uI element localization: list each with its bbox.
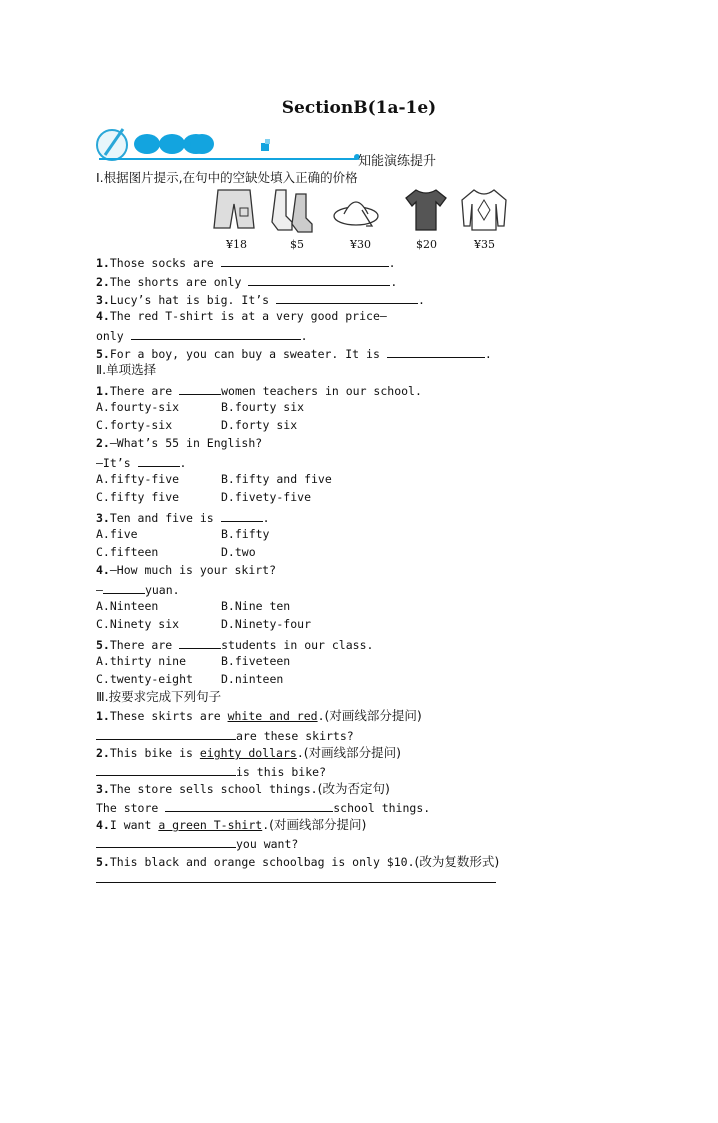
hat-icon [332, 188, 380, 236]
option-b[interactable]: B.fifty [221, 527, 270, 541]
question-2-2-reply: —It’s . [96, 456, 187, 470]
question-3-3: 3.The store sells school things.(改为否定句) [96, 781, 390, 796]
options-row [96, 599, 290, 614]
option-b[interactable]: B.Nine ten [221, 599, 291, 613]
question-3-1: 1.These skirts are white and red.(对画线部分提问) [96, 708, 422, 723]
question-2-4: 4.—How much is your skirt? [96, 563, 277, 577]
answer-blank[interactable] [387, 345, 485, 358]
question-2-4-reply: — yuan. [96, 583, 180, 597]
question-2-3: 3.Ten and five is . [96, 511, 270, 525]
options-row [96, 545, 256, 560]
question-1-4: 4.The red T-shirt is at a very good price— [96, 309, 387, 323]
answer-blank[interactable] [179, 382, 221, 395]
option-d[interactable]: D.fivety-five [221, 490, 312, 504]
price-label: ¥35 [474, 238, 495, 251]
question-3-4: 4.I want a green T-shirt.(对画线部分提问) [96, 817, 367, 832]
question-1-3: 3.Lucy’s hat is big. It’s . [96, 293, 425, 307]
part2-heading: Ⅱ.单项选择 [96, 362, 157, 377]
banner-text: 知能演练提升 [358, 154, 437, 169]
option-d[interactable]: D.forty six [221, 418, 298, 432]
question-1-5: 5.For a boy, you can buy a sweater. It is . [96, 347, 492, 361]
option-c[interactable]: C.twenty-eight [96, 672, 193, 686]
question-1-1: 1.Those socks are . [96, 256, 396, 270]
socks-icon [268, 186, 316, 234]
option-a[interactable]: A.fifty-five [96, 472, 180, 486]
answer-blank[interactable] [221, 509, 263, 522]
options-row [96, 418, 297, 433]
option-b[interactable]: B.fiveteen [221, 654, 291, 668]
price-label: $20 [416, 238, 437, 251]
option-c[interactable]: C.fifteen [96, 545, 159, 559]
answer-blank[interactable] [276, 291, 418, 304]
options-row [96, 490, 311, 505]
answer-blank[interactable] [165, 799, 333, 812]
options-row [96, 400, 304, 415]
question-3-5: 5.This black and orange schoolbag is only $10.(改为复数形式) [96, 854, 500, 869]
price-label: ¥18 [226, 238, 247, 251]
answer-blank[interactable] [221, 254, 389, 267]
option-b[interactable]: B.fourty six [221, 400, 305, 414]
answer-3-1: are these skirts? [96, 727, 354, 744]
option-d[interactable]: D.Ninety-four [221, 617, 312, 631]
options-row [96, 617, 311, 632]
answer-blank[interactable] [96, 763, 236, 776]
question-2-2: 2.—What’s 55 in English? [96, 436, 263, 450]
price-label: $5 [290, 238, 304, 251]
question-1-2: 2.The shorts are only . [96, 275, 398, 289]
answer-3-2: is this bike? [96, 763, 326, 780]
answer-blank[interactable] [96, 870, 496, 883]
answer-3-4: you want? [96, 835, 298, 852]
sweater-icon [460, 186, 508, 234]
answer-blank[interactable] [131, 327, 301, 340]
answer-blank[interactable] [248, 273, 390, 286]
page-title: SectionB(1a-1e) [281, 98, 437, 118]
option-a[interactable]: A.thirty nine [96, 654, 187, 668]
option-c[interactable]: C.forty-six [96, 418, 173, 432]
option-a[interactable]: A.five [96, 527, 138, 541]
answer-blank[interactable] [96, 835, 236, 848]
options-row [96, 527, 269, 542]
price-label: ¥30 [350, 238, 371, 251]
shorts-icon [210, 186, 258, 234]
question-1-4-cont: only . [96, 329, 308, 343]
part1-heading: Ⅰ.根据图片提示,在句中的空缺处填入正确的价格 [96, 170, 358, 185]
option-a[interactable]: A.fourty-six [96, 400, 180, 414]
answer-3-5 [96, 870, 496, 887]
options-row [96, 654, 290, 669]
part3-heading: Ⅲ.按要求完成下列句子 [96, 689, 222, 704]
option-c[interactable]: C.fifty five [96, 490, 180, 504]
option-c[interactable]: C.Ninety six [96, 617, 180, 631]
options-row [96, 472, 332, 487]
answer-blank[interactable] [96, 727, 236, 740]
answer-blank[interactable] [138, 454, 180, 467]
question-3-2: 2.This bike is eighty dollars.(对画线部分提问) [96, 745, 402, 760]
answer-blank[interactable] [179, 636, 221, 649]
option-a[interactable]: A.Ninteen [96, 599, 159, 613]
option-d[interactable]: D.two [221, 545, 256, 559]
question-2-1: 1.There are women teachers in our school. [96, 384, 422, 398]
question-2-5: 5.There are students in our class. [96, 638, 374, 652]
options-row [96, 672, 283, 687]
option-d[interactable]: D.ninteen [221, 672, 284, 686]
option-b[interactable]: B.fifty and five [221, 472, 332, 486]
answer-blank[interactable] [103, 581, 145, 594]
tshirt-icon [402, 186, 450, 234]
answer-3-3: The store school things. [96, 801, 431, 815]
